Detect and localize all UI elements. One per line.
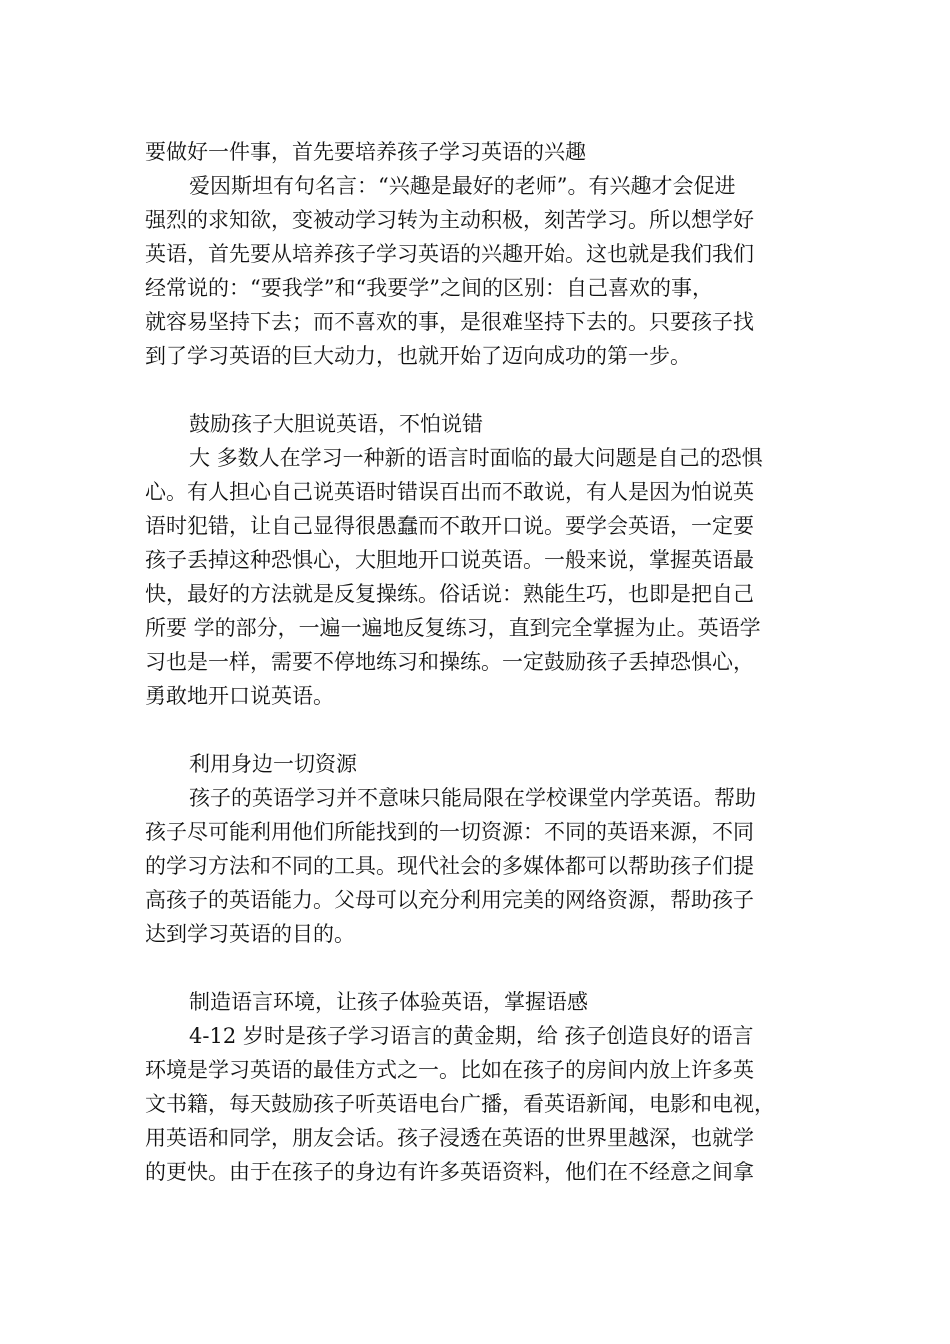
paragraph-line: 就容易坚持下去；而不喜欢的事，是很难坚持下去的。只要孩子找 — [145, 310, 754, 334]
paragraph-line: 语时犯错，让自己显得很愚蠢而不敢开口说。要学会英语，一定要 — [145, 514, 754, 538]
paragraph-line: 到了学习英语的巨大动力，也就开始了迈向成功的第一步。 — [145, 344, 691, 368]
paragraph-spacer — [145, 713, 810, 747]
paragraph-line: 高孩子的英语能力。父母可以充分利用完美的网络资源，帮助孩子 — [145, 888, 754, 912]
section-heading-speak: 鼓励孩子大胆说英语，不怕说错 — [189, 412, 483, 436]
paragraph-line: 经常说的：“要我学”和“我要学”之间的区别：自己喜欢的事， — [145, 276, 713, 300]
paragraph-line: 孩子尽可能利用他们所能找到的一切资源：不同的英语来源，不同 — [145, 820, 754, 844]
paragraph-spacer — [145, 373, 810, 407]
paragraph-line: 达到学习英语的目的。 — [145, 922, 355, 946]
paragraph-line: 孩子的英语学习并不意味只能局限在学校课堂内学英语。帮助 — [189, 786, 756, 810]
paragraph-line: 用英语和同学，朋友会话。孩子浸透在英语的世界里越深，也就学 — [145, 1126, 754, 1150]
paragraph-line: 的更快。由于在孩子的身边有许多英语资料，他们在不经意之间拿 — [145, 1160, 754, 1184]
paragraph-line: 的学习方法和不同的工具。现代社会的多媒体都可以帮助孩子们提 — [145, 854, 754, 878]
section-heading-environment: 制造语言环境，让孩子体验英语，掌握语感 — [189, 990, 588, 1014]
paragraph-line: 强烈的求知欲，变被动学习转为主动积极，刻苦学习。所以想学好 — [145, 208, 754, 232]
paragraph-line: 文书籍，每天鼓励孩子听英语电台广播，看英语新闻，电影和电视， — [145, 1092, 775, 1116]
paragraph-line: 快，最好的方法就是反复操练。俗话说：熟能生巧，也即是把自己 — [145, 582, 754, 606]
document-body — [145, 135, 810, 1189]
paragraph-line: 英语，首先要从培养孩子学习英语的兴趣开始。这也就是我们我们 — [145, 242, 754, 266]
paragraph-line: 心。有人担心自己说英语时错误百出而不敢说，有人是因为怕说英 — [145, 480, 754, 504]
paragraph-line: 勇敢地开口说英语。 — [145, 684, 334, 708]
paragraph-line: 大 多数人在学习一种新的语言时面临的最大问题是自己的恐惧 — [189, 446, 763, 470]
paragraph-line: 4-12 岁时是孩子学习语言的黄金期，给 孩子创造良好的语言 — [189, 1024, 754, 1048]
paragraph-line: 习也是一样，需要不停地练习和操练。一定鼓励孩子丢掉恐惧心， — [145, 650, 754, 674]
paragraph-line: 环境是学习英语的最佳方式之一。比如在孩子的房间内放上许多英 — [145, 1058, 754, 1082]
paragraph-line: 爱因斯坦有句名言：“兴趣是最好的老师”。有兴趣才会促进 — [189, 174, 736, 198]
section-heading-resources: 利用身边一切资源 — [189, 752, 357, 776]
section-heading-interest: 要做好一件事，首先要培养孩子学习英语的兴趣 — [145, 140, 586, 164]
paragraph-spacer — [145, 951, 810, 985]
paragraph-line: 所要 学的部分，一遍一遍地反复练习，直到完全掌握为止。英语学 — [145, 616, 761, 640]
paragraph-line: 孩子丢掉这种恐惧心，大胆地开口说英语。一般来说，掌握英语最 — [145, 548, 754, 572]
